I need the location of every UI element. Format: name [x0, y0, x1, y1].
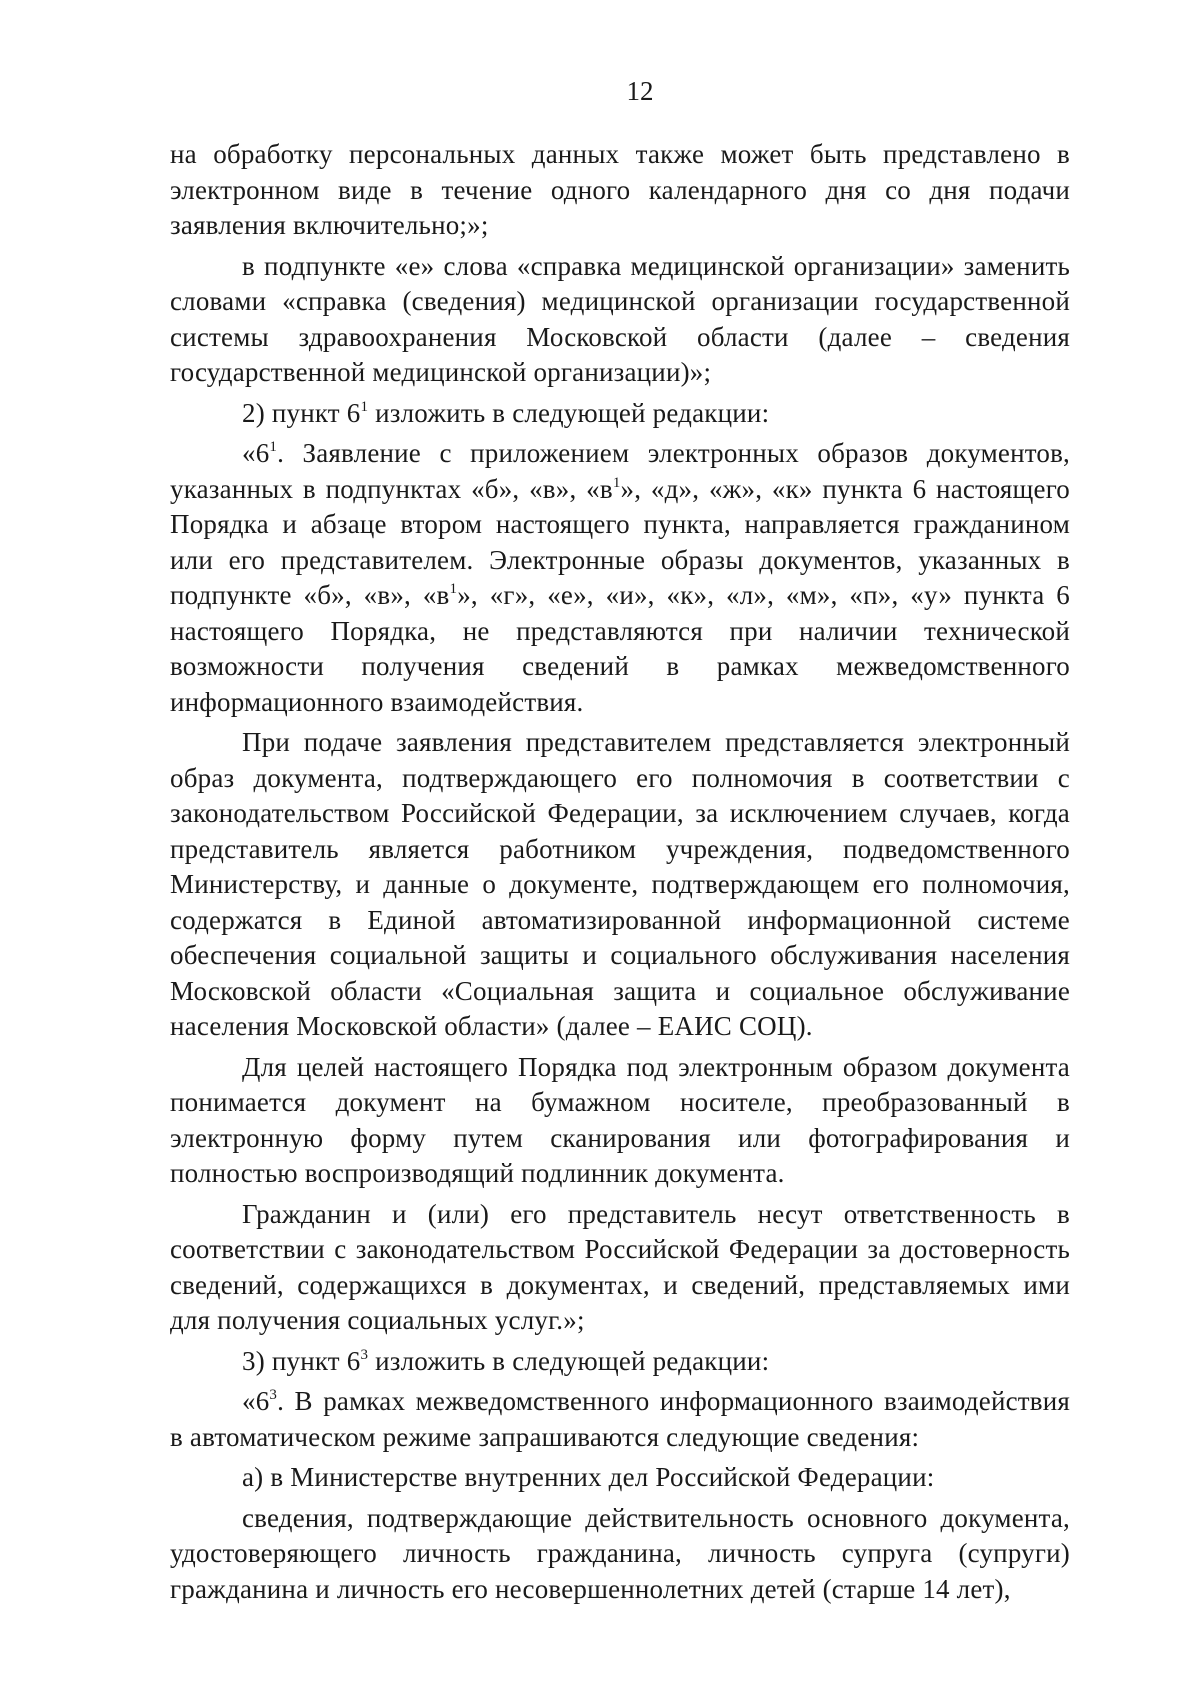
- text-run: 3) пункт 6: [242, 1345, 361, 1376]
- superscript: 3: [360, 1346, 369, 1363]
- text-run: . Заявление с приложением электронных образов документов, указанных в подпунктах «б», «в», «в: [170, 438, 1070, 504]
- text-run: », «д», «ж», «к» пункта 6 настоящего Порядка и абзаце втором настоящего пункта, направляется гражданином или его представителем. Электронные образы документов, указанных в подпункте «б», «в», «в: [170, 473, 1070, 610]
- text-run: «6: [242, 1386, 270, 1416]
- text-run: изложить в следующей редакции:: [368, 397, 770, 428]
- text-run: », «г», «е», «и», «к», «л», «м», «п», «у» пункта 6 настоящего Порядка, не представляются при наличии технической возможности получения сведений в рамках межведомственного информационного взаимодействия.: [170, 580, 1070, 717]
- superscript: 1: [269, 439, 278, 455]
- paragraph-clause-6-3: [170, 1384, 1070, 1455]
- paragraph-identity-info: сведения, подтверждающие действительность основного документа, удостоверяющего личность гражданина, личность супруга (супруги) гражданина и личность его несовершеннолетних детей (старше 14 лет),: [170, 1502, 1070, 1604]
- text-run: . В рамках межведомственного информационного взаимодействия в автоматическом режиме запрашиваются следующие сведения:: [170, 1386, 1070, 1452]
- superscript: 1: [612, 474, 621, 491]
- superscript: 3: [269, 1387, 278, 1403]
- paragraph-subitem-e: в подпункте «е» слова «справка медицинской организации» заменить словами «справка (сведения) медицинской организации государственной системы здравоохранения Московской области (далее – сведения государственной медицинской организации)»;: [170, 250, 1070, 387]
- superscript: 1: [360, 398, 369, 415]
- text-run: «6: [242, 438, 270, 468]
- text-run: 2) пункт 6: [242, 397, 361, 428]
- paragraph-item-2: [170, 396, 1070, 432]
- paragraph-clause-6-1: [170, 436, 1070, 720]
- page-number: 12: [626, 76, 654, 106]
- paragraph-electronic-image: Для целей настоящего Порядка под электронным образом документа понимается документ на бумажном носителе, преобразованный в электронную форму путем сканирования или фотографирования и полностью воспроизводящий подлинник документа.: [170, 1051, 1070, 1188]
- paragraph-subitem-a: а) в Министерстве внутренних дел Российской Федерации:: [242, 1462, 935, 1492]
- superscript: 1: [449, 581, 458, 597]
- paragraph-item-3: [170, 1344, 1070, 1380]
- paragraph-consent: на обработку персональных данных также может быть представлено в электронном виде в течение одного календарного дня со дня подачи заявления включительно;»;: [170, 139, 1070, 240]
- paragraph-representative: При подаче заявления представителем представляется электронный образ документа, подтверждающего его полномочия в соответствии с законодательством Российской Федерации, за исключением случаев, когда представитель является работником учреждения, подведомственного Министерству, и данные о документе, подтверждающем его полномочия, содержатся в Единой автоматизированной информационной системе обеспечения социальной защиты и социального обслуживания населения Московской области «Социальная защита и социальное обслуживание населения Московской области» (далее – ЕАИС СОЦ).: [170, 727, 1070, 1041]
- paragraph-responsibility: Гражданин и (или) его представитель несут ответственность в соответствии с законодательством Российской Федерации за достоверность сведений, содержащихся в документах, и сведений, представляемых ими для получения социальных услуг.»;: [170, 1198, 1070, 1335]
- text-run: изложить в следующей редакции:: [368, 1345, 770, 1376]
